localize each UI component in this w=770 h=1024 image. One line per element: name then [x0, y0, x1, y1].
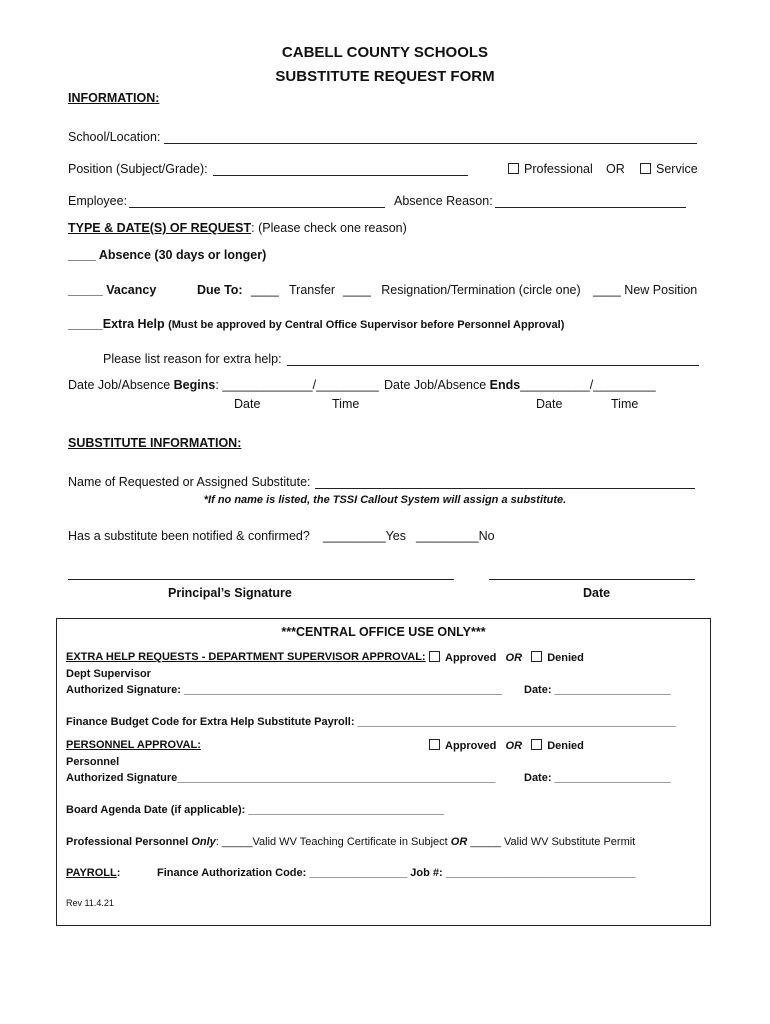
resignation-label: Resignation/Termination (circle one) — [381, 283, 581, 297]
extra-help-approval-options[interactable] — [429, 651, 584, 665]
dept-supervisor-date-field[interactable]: Date: ___________________ — [524, 684, 671, 696]
professional-personnel-label: Professional Personnel — [66, 836, 192, 848]
type-instruction: : (Please check one reason) — [251, 221, 407, 235]
new-position-label: New Position — [624, 283, 698, 297]
signature-date-line[interactable] — [489, 579, 695, 580]
ends-row[interactable] — [384, 378, 656, 393]
dept-supervisor-label: Dept Supervisor — [66, 668, 151, 680]
vacancy-row[interactable] — [68, 283, 156, 298]
personnel-signature-field[interactable]: Authorized Signature____________________________________________________ — [66, 772, 496, 784]
absence-blank[interactable]: ____ — [68, 248, 96, 262]
position-label: Position (Subject/Grade): — [68, 162, 208, 176]
personnel-label: Personnel — [66, 756, 120, 768]
begins-field[interactable]: : _____________/_________ — [215, 378, 379, 392]
absence-reason-field[interactable] — [495, 207, 686, 208]
transfer-blank[interactable]: ____ — [251, 283, 279, 297]
transfer-label: Transfer — [289, 283, 336, 297]
payroll-colon: : — [116, 867, 121, 879]
service-checkbox[interactable] — [640, 163, 651, 174]
extra-reason-label: Please list reason for extra help: — [103, 352, 282, 366]
personnel-approval-options[interactable] — [429, 739, 584, 753]
callout-note: *If no name is listed, the TSSI Callout System will assign a substitute. — [203, 494, 567, 506]
absence-reason-label: Absence Reason: — [394, 194, 493, 208]
extra-help-denied-label: Denied — [547, 652, 584, 664]
extra-reason-field[interactable] — [287, 365, 699, 366]
extra-help-approved-label: Approved — [445, 652, 497, 664]
ends-label: Ends — [489, 378, 521, 392]
extra-help-or: OR — [505, 652, 523, 664]
type-heading-row — [68, 221, 407, 236]
ends-field[interactable]: __________/_________ — [520, 378, 656, 392]
new-position-blank[interactable]: ____ — [593, 283, 621, 297]
dept-supervisor-signature-field[interactable]: Authorized Signature: ____________________________________________________ — [66, 684, 503, 696]
information-heading: INFORMATION: — [68, 91, 160, 105]
ends-time-caption: Time — [611, 397, 639, 411]
permit-text[interactable]: _____ Valid WV Substitute Permit — [467, 836, 636, 848]
service-option[interactable] — [640, 162, 698, 177]
absence-row[interactable] — [68, 248, 266, 263]
notified-label: Has a substitute been notified & confirmed? — [68, 529, 310, 543]
notified-no[interactable]: _________No — [416, 529, 495, 543]
finance-authorization-field[interactable]: Finance Authorization Code: ________________ Job #: _______________________________ — [157, 867, 636, 879]
personnel-or: OR — [505, 740, 523, 752]
notified-yes[interactable]: _________Yes — [323, 529, 406, 543]
certificate-or: OR — [450, 836, 468, 848]
resignation-option[interactable] — [343, 283, 581, 298]
transfer-option[interactable] — [251, 283, 335, 298]
type-heading: TYPE & DATE(S) OF REQUEST — [68, 221, 252, 235]
extra-help-approval-label: EXTRA HELP REQUESTS - DEPARTMENT SUPERVISOR APPROVAL: — [66, 651, 426, 663]
new-position-option[interactable] — [593, 283, 697, 298]
school-location-label: School/Location: — [68, 130, 161, 144]
principal-signature-caption: Principal’s Signature — [168, 586, 292, 600]
substitute-name-field[interactable] — [315, 488, 695, 489]
due-to-label: Due To: — [197, 283, 243, 297]
resignation-blank[interactable]: ____ — [343, 283, 371, 297]
begins-label: Begins — [173, 378, 216, 392]
personnel-denied-label: Denied — [547, 740, 584, 752]
substitute-heading: SUBSTITUTE INFORMATION: — [68, 436, 242, 450]
vacancy-label: Vacancy — [106, 283, 157, 297]
begins-time-caption: Time — [332, 397, 360, 411]
personnel-denied-checkbox[interactable] — [531, 739, 542, 750]
begins-prefix: Date Job/Absence — [68, 378, 174, 392]
position-field[interactable] — [213, 175, 468, 176]
extra-help-label: Extra Help — [102, 317, 165, 331]
employee-field[interactable] — [129, 207, 385, 208]
school-location-field[interactable] — [164, 143, 697, 144]
ends-prefix: Date Job/Absence — [384, 378, 490, 392]
extra-help-note: (Must be approved by Central Office Supervisor before Personnel Approval) — [168, 319, 565, 331]
extra-help-denied-checkbox[interactable] — [531, 651, 542, 662]
only-label: Only — [191, 836, 216, 848]
personnel-date-field[interactable]: Date: ___________________ — [524, 772, 671, 784]
substitute-name-label: Name of Requested or Assigned Substitute: — [68, 475, 311, 489]
vacancy-blank[interactable]: _____ — [68, 283, 103, 297]
absence-label: Absence (30 days or longer) — [98, 248, 267, 262]
certificate-text[interactable]: : _____Valid WV Teaching Certificate in Subject — [215, 836, 451, 848]
professional-personnel-row[interactable] — [66, 836, 635, 849]
personnel-approval-label: PERSONNEL APPROVAL: — [66, 739, 201, 751]
employee-label: Employee: — [68, 194, 128, 208]
service-label: Service — [656, 162, 698, 176]
finance-budget-field[interactable]: Finance Budget Code for Extra Help Substitute Payroll: ____________________________________________________ — [66, 716, 676, 728]
extra-help-row[interactable] — [68, 317, 564, 332]
begins-row[interactable] — [68, 378, 379, 393]
board-agenda-field[interactable]: Board Agenda Date (if applicable): ________________________________ — [66, 804, 445, 816]
revision-label: Rev 11.4.21 — [66, 898, 114, 908]
signature-date-caption: Date — [583, 586, 611, 600]
personnel-approved-label: Approved — [445, 740, 497, 752]
extra-help-approved-checkbox[interactable] — [429, 651, 440, 662]
ends-date-caption: Date — [536, 397, 563, 411]
principal-signature-line[interactable] — [68, 579, 454, 580]
payroll-label-row — [66, 867, 120, 880]
professional-option[interactable] — [508, 162, 593, 177]
begins-date-caption: Date — [234, 397, 261, 411]
professional-label: Professional — [524, 162, 593, 176]
form-title-line1: CABELL COUNTY SCHOOLS — [281, 44, 489, 61]
central-office-heading: ***CENTRAL OFFICE USE ONLY*** — [281, 625, 486, 639]
personnel-approved-checkbox[interactable] — [429, 739, 440, 750]
professional-checkbox[interactable] — [508, 163, 519, 174]
payroll-label: PAYROLL — [66, 867, 117, 879]
form-title-line2: SUBSTITUTE REQUEST FORM — [275, 68, 495, 85]
or-text: OR — [606, 162, 625, 176]
extra-help-blank[interactable]: _____ — [68, 317, 103, 331]
